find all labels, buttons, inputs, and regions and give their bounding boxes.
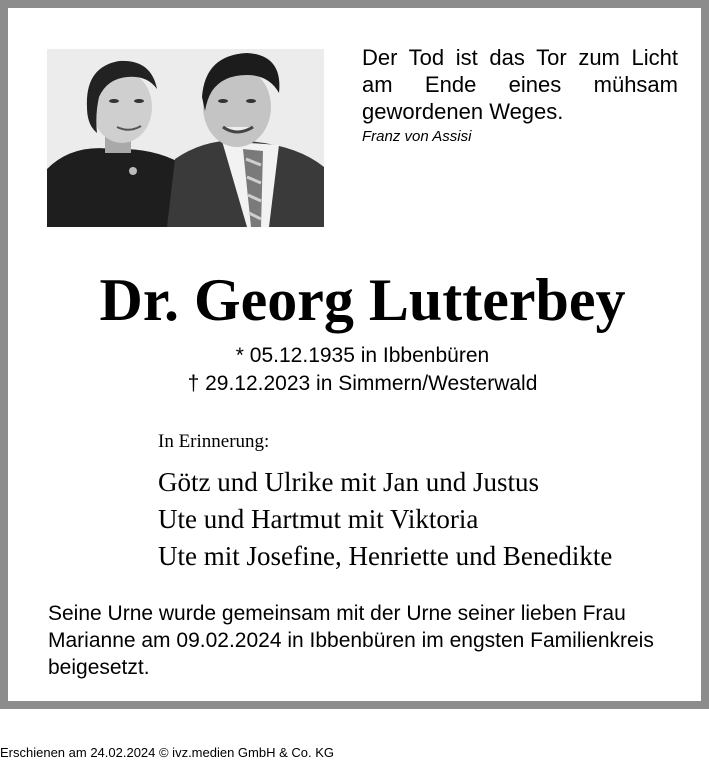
quote-block xyxy=(362,44,678,147)
mourner-line: Ute mit Josefine, Henriette und Benedikte xyxy=(158,541,613,571)
quote-author: Franz von Assisi xyxy=(362,128,472,145)
mourners-list xyxy=(158,464,612,575)
publication-footer: Erschienen am 24.02.2024 © ivz.medien GmbH & Co. KG xyxy=(0,745,335,760)
mourner-line: Ute und Hartmut mit Viktoria xyxy=(158,504,479,534)
quote-line: Der Tod ist das Tor zum Licht xyxy=(362,45,678,70)
deceased-name: Dr. Georg Lutterbey xyxy=(99,267,626,333)
burial-notice: Seine Urne wurde gemeinsam mit der Urne seiner lieben Frau Marianne am 09.02.2024 in Ibbenbüren im engsten Familienkreis beigesetzt. xyxy=(48,602,654,679)
mourner-line: Götz und Ulrike mit Jan und Justus xyxy=(158,467,539,497)
couple-photo xyxy=(47,49,324,227)
quote-line: am Ende eines mühsam xyxy=(362,72,678,97)
quote-line: gewordenen Weges. xyxy=(362,99,564,124)
death-date: † 29.12.2023 in Simmern/Westerwald xyxy=(187,372,538,395)
memory-intro: In Erinnerung: xyxy=(158,431,270,452)
life-dates xyxy=(8,342,709,398)
birth-date: * 05.12.1935 in Ibbenbüren xyxy=(235,344,490,367)
